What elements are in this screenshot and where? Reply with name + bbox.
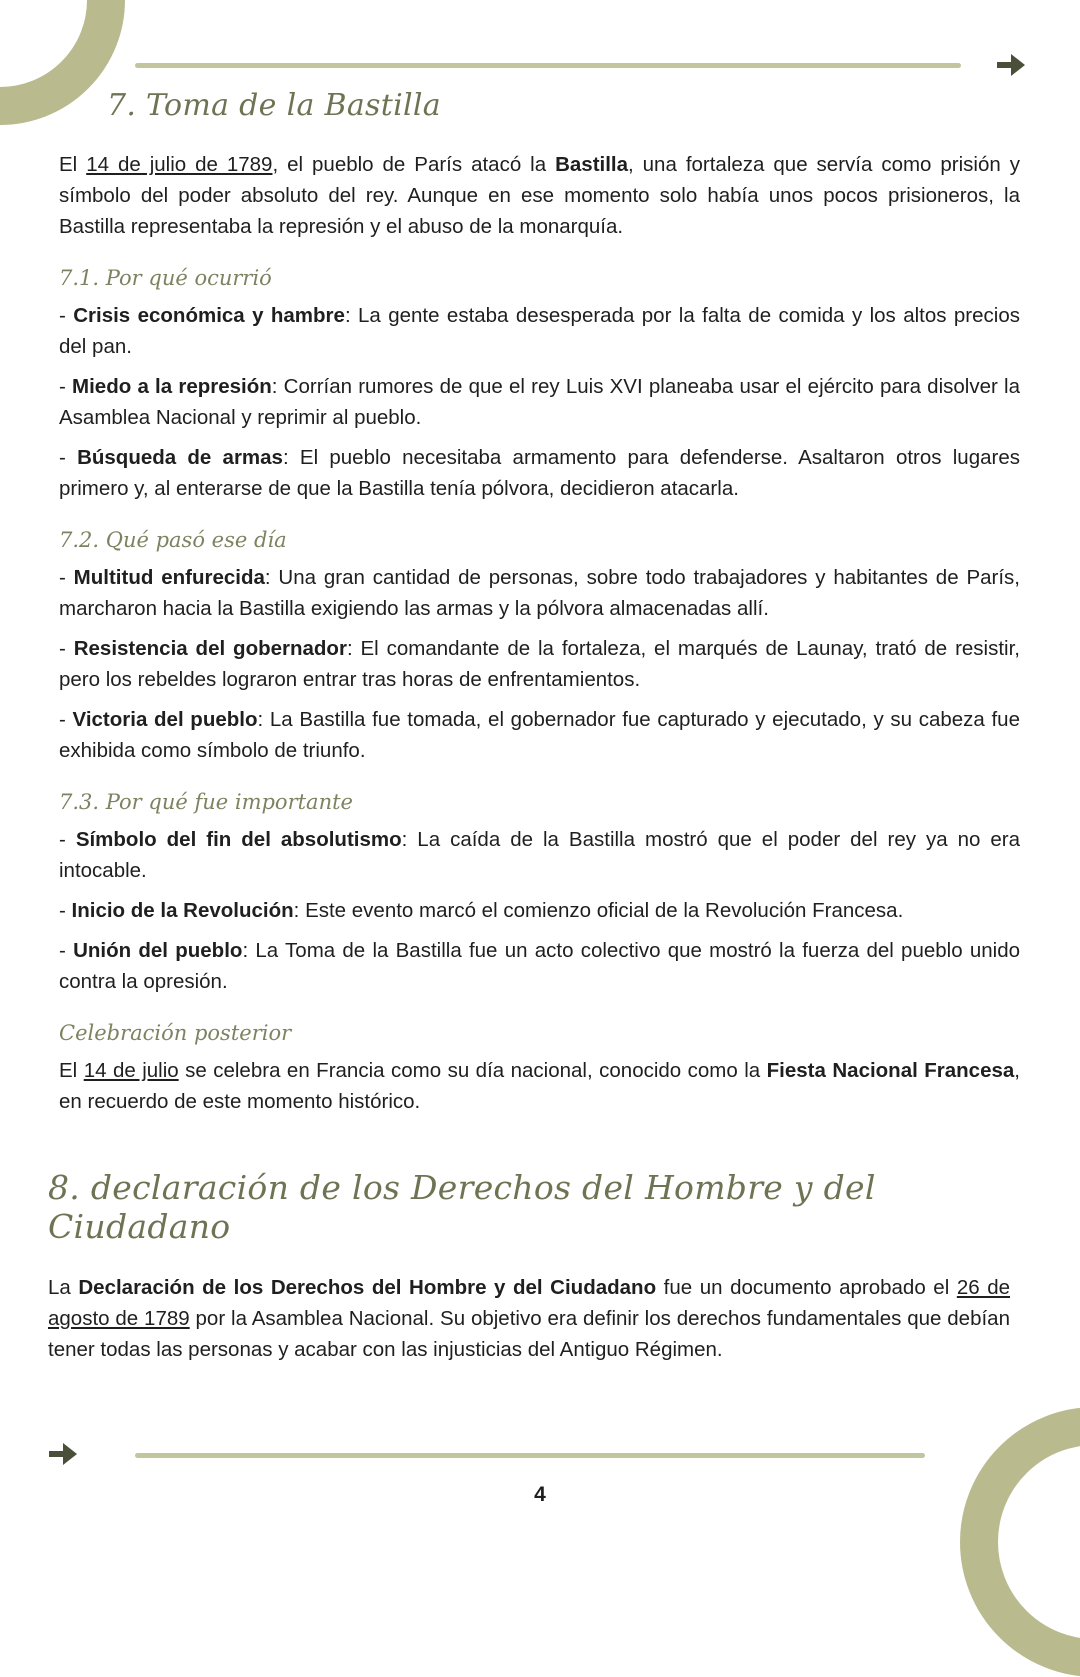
list-item: - Crisis económica y hambre: La gente estaba desesperada por la falta de comida y los altos precios del pan. [59,304,1020,358]
section-title: 8. declaración de los Derechos del Hombre y del Ciudadano [48,1168,876,1246]
subsection-title: Celebración posterior [59,1021,292,1045]
list-item: - Miedo a la represión: Corrían rumores de que el rey Luis XVI planeaba usar el ejército para disolver la Asamblea Nacional y reprimir al pueblo. [59,375,1020,429]
top-divider [135,63,961,68]
list-item: - Inicio de la Revolución: Este evento marcó el comienzo oficial de la Revolución Francesa. [59,899,904,922]
section-title: 7. Toma de la Bastilla [107,88,441,123]
bottom-divider [135,1453,925,1458]
page-number: 4 [534,1483,546,1506]
subsection-title: 7.3. Por qué fue importante [59,790,353,814]
declaration-paragraph: La Declaración de los Derechos del Hombre y del Ciudadano fue un documento aprobado el 26 de agosto de 1789 por la Asamblea Nacional. Su objetivo era definir los derechos fundamentales que debían tener todas las personas y acabar con las injusticias del Antiguo Régimen. [48,1276,1010,1361]
list-item: - Unión del pueblo: La Toma de la Bastilla fue un acto colectivo que mostró la fuerza del pueblo unido contra la opresión. [59,939,1021,993]
date-highlight: 26 de agosto de 1789 [48,1276,1010,1330]
section-8 [48,1168,1010,1375]
list-item: - Búsqueda de armas: El pueblo necesitaba armamento para defenderse. Asaltaron otros lugares primero y, al enterarse de que la Bastilla tenía pólvora, decidieron atacarla. [59,446,1020,500]
list-item: - Símbolo del fin del absolutismo: La caída de la Bastilla mostró que el poder del rey ya no era intocable. [59,828,1020,882]
date-highlight: 14 de julio de 1789 [86,153,273,176]
arrow-right-icon [46,1437,80,1471]
celebration-paragraph: El 14 de julio se celebra en Francia como su día nacional, conocido como la Fiesta Nacional Francesa, en recuerdo de este momento histórico. [59,1059,1020,1113]
date-highlight: 14 de julio [83,1059,179,1082]
section-7 [59,88,1020,1127]
arrow-right-icon [994,48,1028,82]
list-item: - Multitud enfurecida: Una gran cantidad de personas, sobre todo trabajadores y habitantes de París, marcharon hacia la Bastilla exigiendo las armas y la pólvora almacenadas allí. [59,566,1020,620]
decorative-arc-bottom-right [960,1407,1080,1677]
subsection-title: 7.1. Por qué ocurrió [59,266,272,290]
subsection-title: 7.2. Qué pasó ese día [59,528,287,552]
list-item: - Resistencia del gobernador: El comandante de la fortaleza, el marqués de Launay, trató de resistir, pero los rebeldes lograron entrar tras horas de enfrentamientos. [59,637,1020,691]
list-item: - Victoria del pueblo: La Bastilla fue tomada, el gobernador fue capturado y ejecutado, y su cabeza fue exhibida como símbolo de triunfo. [59,708,1020,762]
intro-paragraph: El 14 de julio de 1789, el pueblo de París atacó la Bastilla, una fortaleza que servía como prisión y símbolo del poder absoluto del rey. Aunque en ese momento solo había unos pocos prisioneros, la Bastilla representaba la represión y el abuso de la monarquía. [59,153,1020,238]
